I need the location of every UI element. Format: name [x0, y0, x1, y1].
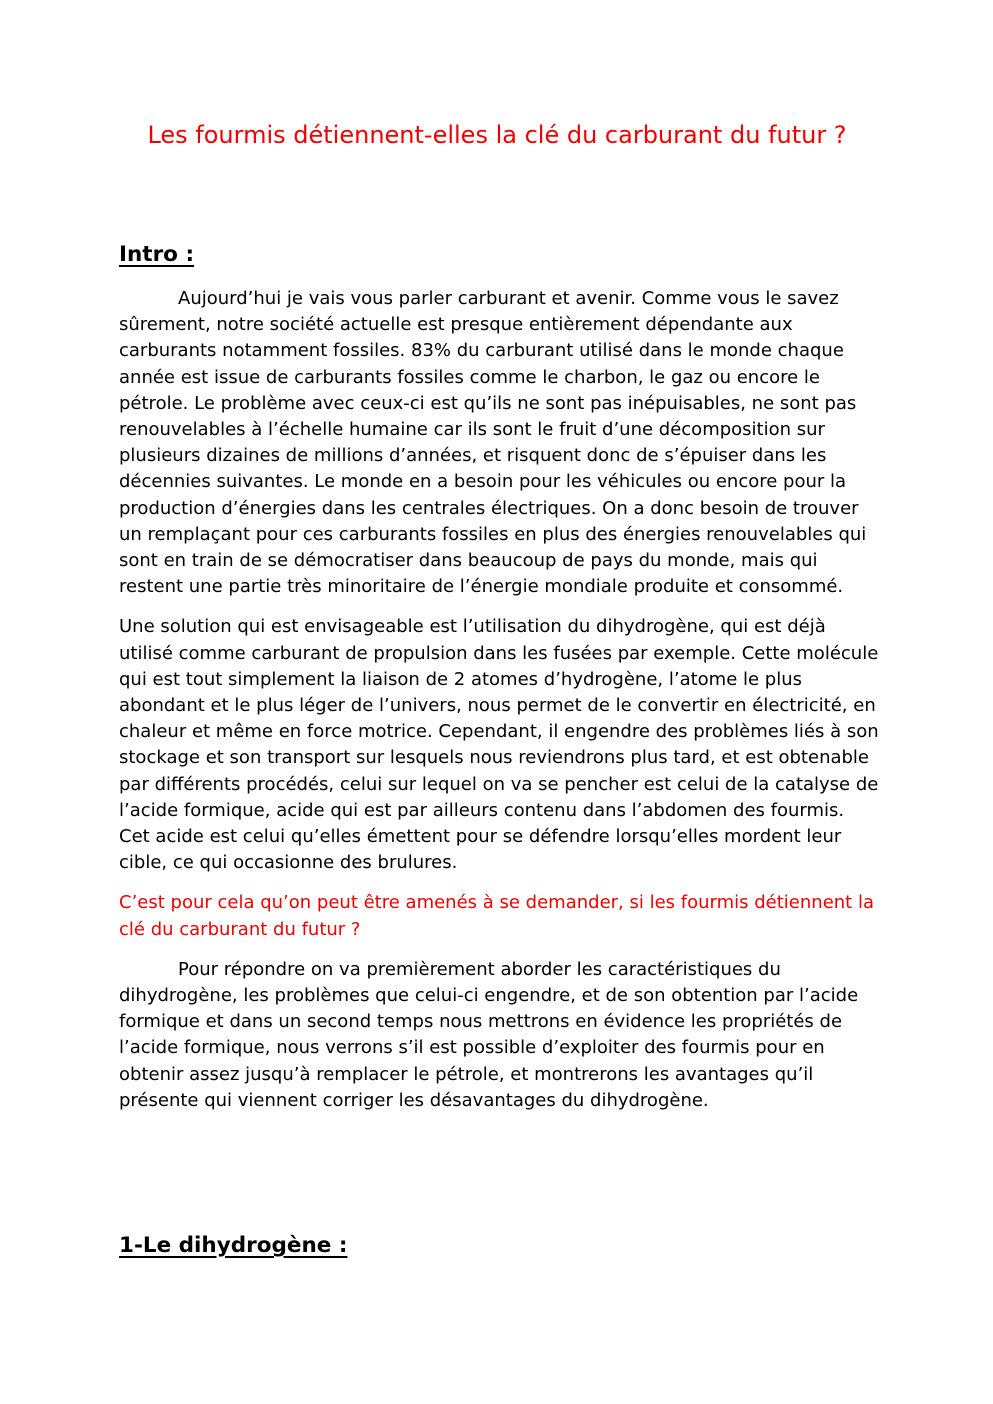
- intro-paragraph-1: Aujourd’hui je vais vous parler carburant et avenir. Comme vous le savez sûrement, notre société actuelle est presque entièrement dépendante aux carburants notamment fossiles. 83% du carburant utilisé dans le monde chaque année est issue de carburants fossiles comme le charbon, le gaz ou encore le pétrole. Le problème avec ceux-ci est qu’ils ne sont pas inépuisables, ne sont pas renouvelables à l’échelle humaine car ils sont le fruit d’une décomposition sur plusieurs dizaines de millions d’années, et risquent donc de s’épuiser dans les décennies suivantes. Le monde en a besoin pour les véhicules ou encore pour la production d’énergies dans les centrales électriques. On a donc besoin de trouver un remplaçant pour ces carburants fossiles en plus des énergies renouvelables qui sont en train de se démocratiser dans beaucoup de pays du monde, mais qui restent une partie très minoritaire de l’énergie mondiale produite et consommé.: [119, 288, 867, 598]
- intro-body: [119, 286, 879, 1128]
- intro-paragraph-plan: Pour répondre on va premièrement aborder les caractéristiques du dihydrogène, les problèmes que celui-ci engendre, et de son obtention par l’acide formique et dans un second temps nous mettrons en évidence les propriétés de l’acide formique, nous verrons s’il est possible d’exploiter des fourmis pour en obtenir assez jusqu’à remplacer le pétrole, et montrerons les avantages qu’il présente qui viennent corriger les désavantages du dihydrogène.: [119, 958, 859, 1111]
- document-title: Les fourmis détiennent-elles la clé du carburant du futur ?: [147, 121, 847, 149]
- intro-paragraph-2: Une solution qui est envisageable est l’utilisation du dihydrogène, qui est déjà utilisé comme carburant de propulsion dans les fusées par exemple. Cette molécule qui est tout simplement la liaison de 2 atomes d’hydrogène, l’atome le plus abondant et le plus léger de l’univers, nous permet de le convertir en électricité, en chaleur et même en force motrice. Cependant, il engendre des problèmes liés à son stockage et son transport sur lesquels nous reviendrons plus tard, et est obtenable par différents procédés, celui sur lequel on va se pencher est celui de la catalyse de l’acide formique, acide qui est par ailleurs contenu dans l’abdomen des fourmis. Cet acide est celui qu’elles émettent pour se défendre lorsqu’elles mordent leur cible, ce qui occasionne des brulures.: [119, 616, 879, 874]
- section-1-heading: 1-Le dihydrogène :: [119, 1233, 348, 1258]
- problem-statement: C’est pour cela qu’on peut être amenés à se demander, si les fourmis détiennent la clé du carburant du futur ?: [119, 892, 874, 940]
- intro-heading: Intro :: [119, 242, 195, 267]
